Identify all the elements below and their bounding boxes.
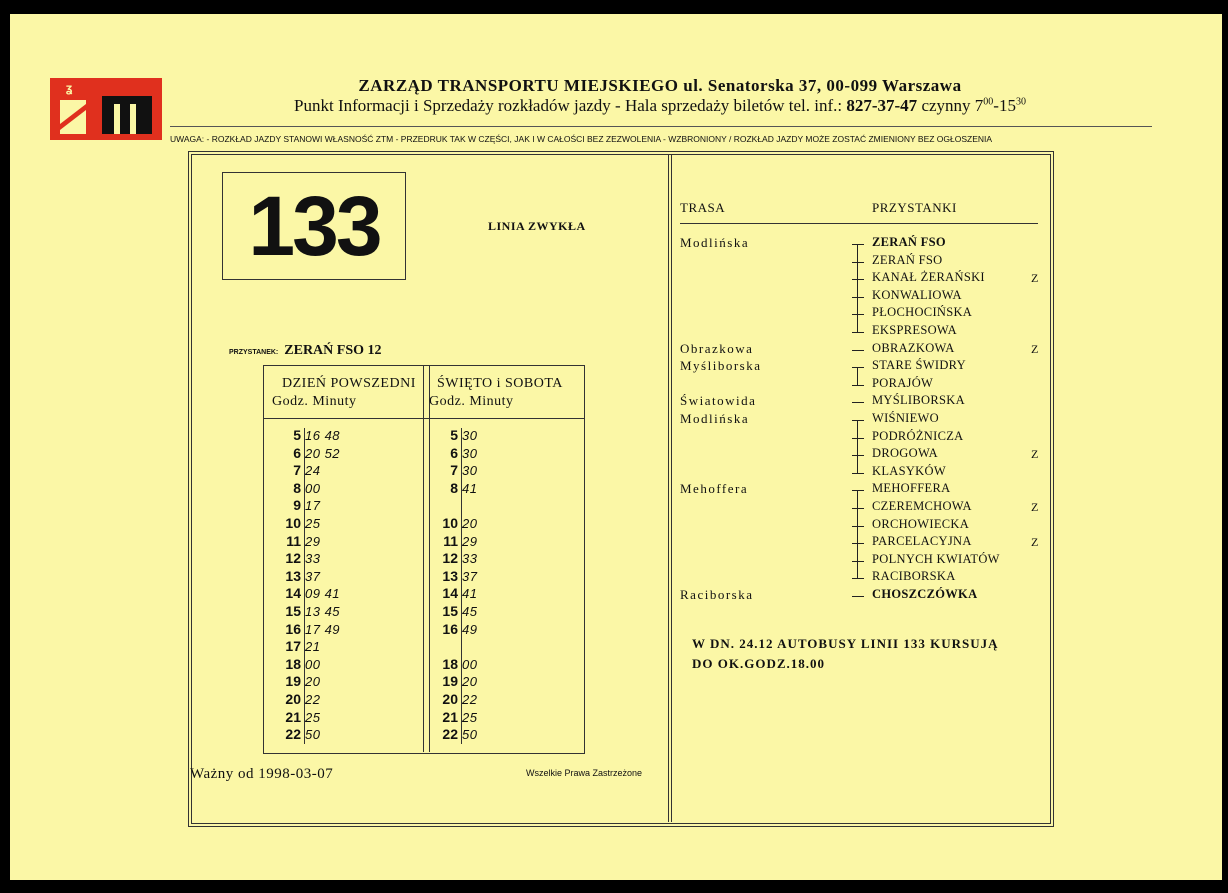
stop-tick — [852, 402, 864, 403]
route-street: Myśliborska — [680, 358, 762, 374]
minutes: 50 — [462, 727, 478, 743]
request-stop-mark: Z — [1031, 535, 1039, 550]
timetable-row — [427, 497, 458, 515]
minutes: 29 — [462, 533, 478, 549]
minutes: 20 52 — [305, 445, 341, 461]
timetable-row — [427, 655, 478, 674]
timetable-row — [270, 585, 341, 603]
minutes: 29 — [305, 533, 321, 549]
hour: 6 — [293, 444, 301, 461]
hour: 18 — [442, 655, 458, 672]
hour: 5 — [293, 427, 301, 443]
hour: 21 — [285, 708, 301, 725]
holiday-rows — [427, 427, 478, 744]
hour: 6 — [450, 444, 458, 461]
hour: 22 — [442, 726, 458, 743]
holiday-note-line2: DO OK.GODZ.18.00 — [692, 656, 826, 671]
weekday-title: DZIEŃ POWSZEDNI — [282, 376, 416, 391]
route-stop: RACIBORSKA — [872, 569, 956, 584]
route-stop: CZEREMCHOWA — [872, 499, 972, 513]
route-stop: CHOSZCZÓWKA — [872, 587, 978, 601]
timetable-row — [270, 655, 321, 674]
minutes: 25 — [305, 515, 321, 531]
route-stop: KANAŁ ŻERAŃSKI — [872, 270, 985, 285]
line-type: LINIA ZWYKŁA — [488, 219, 586, 233]
stop-tick — [852, 578, 864, 579]
minutes: 13 45 — [305, 603, 341, 619]
stop-tick — [852, 385, 864, 386]
timetable-row — [270, 497, 321, 515]
timetable-row — [270, 620, 341, 639]
stop-tick — [852, 314, 864, 315]
holiday-hour-rule — [461, 428, 462, 744]
hour: 20 — [285, 690, 301, 707]
hour: 22 — [285, 726, 301, 743]
stop-tick — [852, 561, 864, 562]
timetable-row — [427, 514, 478, 533]
minutes: 41 — [462, 586, 478, 602]
route-stop: PARCELACYJNA — [872, 534, 972, 549]
line-number: 133 — [222, 172, 406, 280]
minutes: 30 — [462, 445, 478, 461]
phone-number: 827-37-47 — [846, 96, 918, 115]
rights-reserved: Wszelkie Prawa Zastrzeżone — [526, 768, 643, 778]
timetable-row — [427, 620, 478, 639]
route-stop: POLNYCH KWIATÓW — [872, 551, 1000, 566]
minutes: 22 — [462, 691, 478, 707]
minutes: 17 — [305, 498, 321, 514]
route-street: Mehoffera — [680, 481, 749, 497]
hour: 8 — [450, 479, 458, 496]
timetable-row — [427, 462, 478, 480]
stop-tick — [852, 420, 864, 421]
hour: 12 — [442, 550, 458, 567]
timetable-row — [270, 444, 341, 463]
route-stop: MEHOFFERA — [872, 481, 951, 496]
hour: 12 — [285, 550, 301, 567]
stop-tick — [852, 596, 864, 597]
hour: 21 — [442, 708, 458, 725]
timetable-row — [427, 532, 478, 551]
minutes: 20 — [305, 674, 321, 690]
stop-label: PRZYSTANEK: ZERAŃ FSO 12 — [229, 343, 382, 358]
minutes: 33 — [305, 551, 321, 567]
hour: 19 — [285, 673, 301, 690]
stops-header: PRZYSTANKI — [872, 200, 957, 215]
route-stop: PORAJÓW — [872, 375, 934, 390]
hour: 13 — [442, 567, 458, 584]
holiday-title: ŚWIĘTO i SOBOTA — [437, 376, 563, 391]
timetable-row — [427, 427, 478, 445]
hour: 16 — [442, 620, 458, 637]
stop-tick — [852, 367, 864, 368]
timetable-row — [427, 673, 478, 691]
column-divider — [668, 154, 669, 822]
hour: 15 — [285, 602, 301, 619]
timetable-row — [270, 567, 321, 586]
route-header: TRASA — [680, 200, 726, 215]
minutes: 30 — [462, 463, 478, 479]
minutes: 25 — [462, 709, 478, 725]
weekday-rows — [270, 427, 341, 744]
route-stop: KONWALIOWA — [872, 287, 962, 302]
request-stop-mark: Z — [1031, 271, 1039, 286]
minutes: 50 — [305, 727, 321, 743]
route-connector — [857, 490, 858, 578]
minutes: 22 — [305, 691, 321, 707]
route-street: Światowida — [680, 393, 757, 409]
hour: 7 — [450, 462, 458, 479]
minutes: 49 — [462, 621, 478, 637]
hour: 14 — [442, 585, 458, 602]
route-connector — [857, 367, 858, 385]
stop-tick — [852, 490, 864, 491]
stop-tick — [852, 455, 864, 456]
stop-name: ZERAŃ FSO 12 — [284, 343, 382, 358]
stop-tick — [852, 244, 864, 245]
hour: 10 — [442, 514, 458, 531]
stop-tick — [852, 332, 864, 333]
timetable-row — [427, 479, 478, 498]
timetable-row — [427, 550, 478, 568]
timetable-row — [427, 690, 478, 709]
minutes: 45 — [462, 603, 478, 619]
route-connector — [857, 420, 858, 473]
route-stop: ZERAŃ FSO — [872, 252, 943, 267]
timetable-row — [427, 585, 478, 603]
stop-tick — [852, 473, 864, 474]
route-stop: STARE ŚWIDRY — [872, 358, 966, 373]
timetable-row — [270, 726, 321, 744]
timetable-row — [270, 427, 341, 445]
hour: 19 — [442, 673, 458, 690]
route-stop: OBRAZKOWA — [872, 340, 955, 355]
route-stop: DROGOWA — [872, 446, 938, 461]
timetable-row — [270, 638, 321, 656]
stop-tick — [852, 508, 864, 509]
route-stop: ZERAŃ FSO — [872, 235, 946, 249]
timetable-row — [270, 514, 321, 533]
minutes: 37 — [305, 568, 321, 584]
hour: 20 — [442, 690, 458, 707]
timetable-row — [270, 550, 321, 568]
route-stop: ORCHOWIECKA — [872, 516, 970, 531]
route-stop: PŁOCHOCIŃSKA — [872, 305, 973, 320]
route-street: Modlińska — [680, 235, 750, 250]
header-title: ZARZĄD TRANSPORTU MIEJSKIEGO ul. Senatorska 37, 00-099 Warszawa — [358, 76, 962, 95]
hour: 16 — [285, 620, 301, 637]
route-stop: EKSPRESOWA — [872, 323, 957, 337]
weekday-subtitle: Godz. Minuty — [272, 394, 357, 409]
hour: 5 — [450, 427, 458, 443]
minutes: 21 — [305, 639, 321, 655]
minutes: 30 — [462, 428, 478, 443]
copyright-notice: UWAGA: - ROZKŁAD JAZDY STANOWI WŁASNOŚĆ ZTM - PRZEDRUK TAK W CZĘŚCI, JAK I W CAŁOŚCI BEZ ZEZWOLENIA - WZBRONIONY / ROZKŁAD JAZDY MOŻE ZOSTAĆ ZMIENIONY BEZ OGŁOSZENIA — [170, 134, 993, 144]
timetable-row — [270, 532, 321, 551]
stop-tick — [852, 438, 864, 439]
hour: 7 — [293, 462, 301, 479]
route-stop: MYŚLIBORSKA — [872, 393, 965, 408]
stop-tick — [852, 350, 864, 351]
route-stop: KLASYKÓW — [872, 463, 946, 478]
minutes: 33 — [462, 551, 478, 567]
hour: 8 — [293, 479, 301, 496]
minutes: 24 — [305, 463, 321, 479]
minutes: 17 49 — [305, 621, 341, 637]
minutes: 00 — [462, 656, 478, 672]
timetable-row — [427, 567, 478, 586]
hour: 11 — [443, 532, 458, 549]
timetable-row — [270, 673, 321, 691]
route-street: Modlińska — [680, 411, 750, 426]
timetable-row — [427, 444, 478, 463]
ztm-logo — [50, 78, 162, 140]
header-rule — [170, 126, 1152, 127]
hour: 17 — [285, 638, 301, 655]
hour: 9 — [293, 497, 301, 514]
hour: 18 — [285, 655, 301, 672]
minutes: 20 — [462, 515, 478, 531]
stop-tick — [852, 262, 864, 263]
stop-tick — [852, 526, 864, 527]
route-stop: PODRÓŻNICZA — [872, 428, 964, 443]
hour: 14 — [285, 585, 301, 602]
route-header-rule — [680, 223, 1038, 224]
timetable-row — [270, 690, 321, 709]
stop-tick — [852, 279, 864, 280]
holiday-subtitle: Godz. Minuty — [429, 394, 514, 409]
hour: 13 — [285, 567, 301, 584]
holiday-note-line1: W DN. 24.12 AUTOBUSY LINII 133 KURSUJĄ — [692, 636, 999, 651]
hour: 15 — [442, 602, 458, 619]
weekday-hour-rule — [304, 428, 305, 744]
timetable-row — [427, 602, 478, 621]
timetable-row — [270, 602, 341, 621]
route-street: Raciborska — [680, 587, 754, 602]
timetable-header-rule — [263, 418, 584, 419]
timetable-row — [270, 462, 321, 480]
minutes: 41 — [462, 480, 478, 496]
minutes: 09 41 — [305, 586, 341, 602]
timetable-row — [270, 708, 321, 727]
minutes: 25 — [305, 709, 321, 725]
request-stop-mark: Z — [1031, 447, 1039, 462]
minutes: 00 — [305, 480, 321, 496]
minutes: 37 — [462, 568, 478, 584]
stop-tick — [852, 297, 864, 298]
route-street: Obrazkowa — [680, 340, 754, 356]
stop-tick — [852, 543, 864, 544]
column-divider — [671, 154, 672, 822]
timetable-row — [270, 479, 321, 498]
minutes: 16 48 — [305, 428, 341, 443]
route-connector — [857, 244, 858, 332]
timetable-row — [427, 726, 478, 744]
timetable-row — [427, 638, 458, 656]
hour: 10 — [285, 514, 301, 531]
request-stop-mark: Z — [1031, 500, 1039, 514]
request-stop-mark: Z — [1031, 341, 1039, 356]
header-info: Punkt Informacji i Sprzedaży rozkładów jazdy - Hala sprzedaży biletów tel. inf.: 827-37-47 czynny $7^{00}-15^{30}$ — [294, 96, 1026, 115]
minutes: 00 — [305, 656, 321, 672]
minutes: 20 — [462, 674, 478, 690]
valid-from: Ważny od 1998-03-07 — [190, 766, 334, 782]
hour: 11 — [286, 532, 301, 549]
timetable-row — [427, 708, 478, 727]
route-stop: WIŚNIEWO — [872, 411, 939, 425]
svg-text:ʓ: ʓ — [66, 81, 73, 95]
